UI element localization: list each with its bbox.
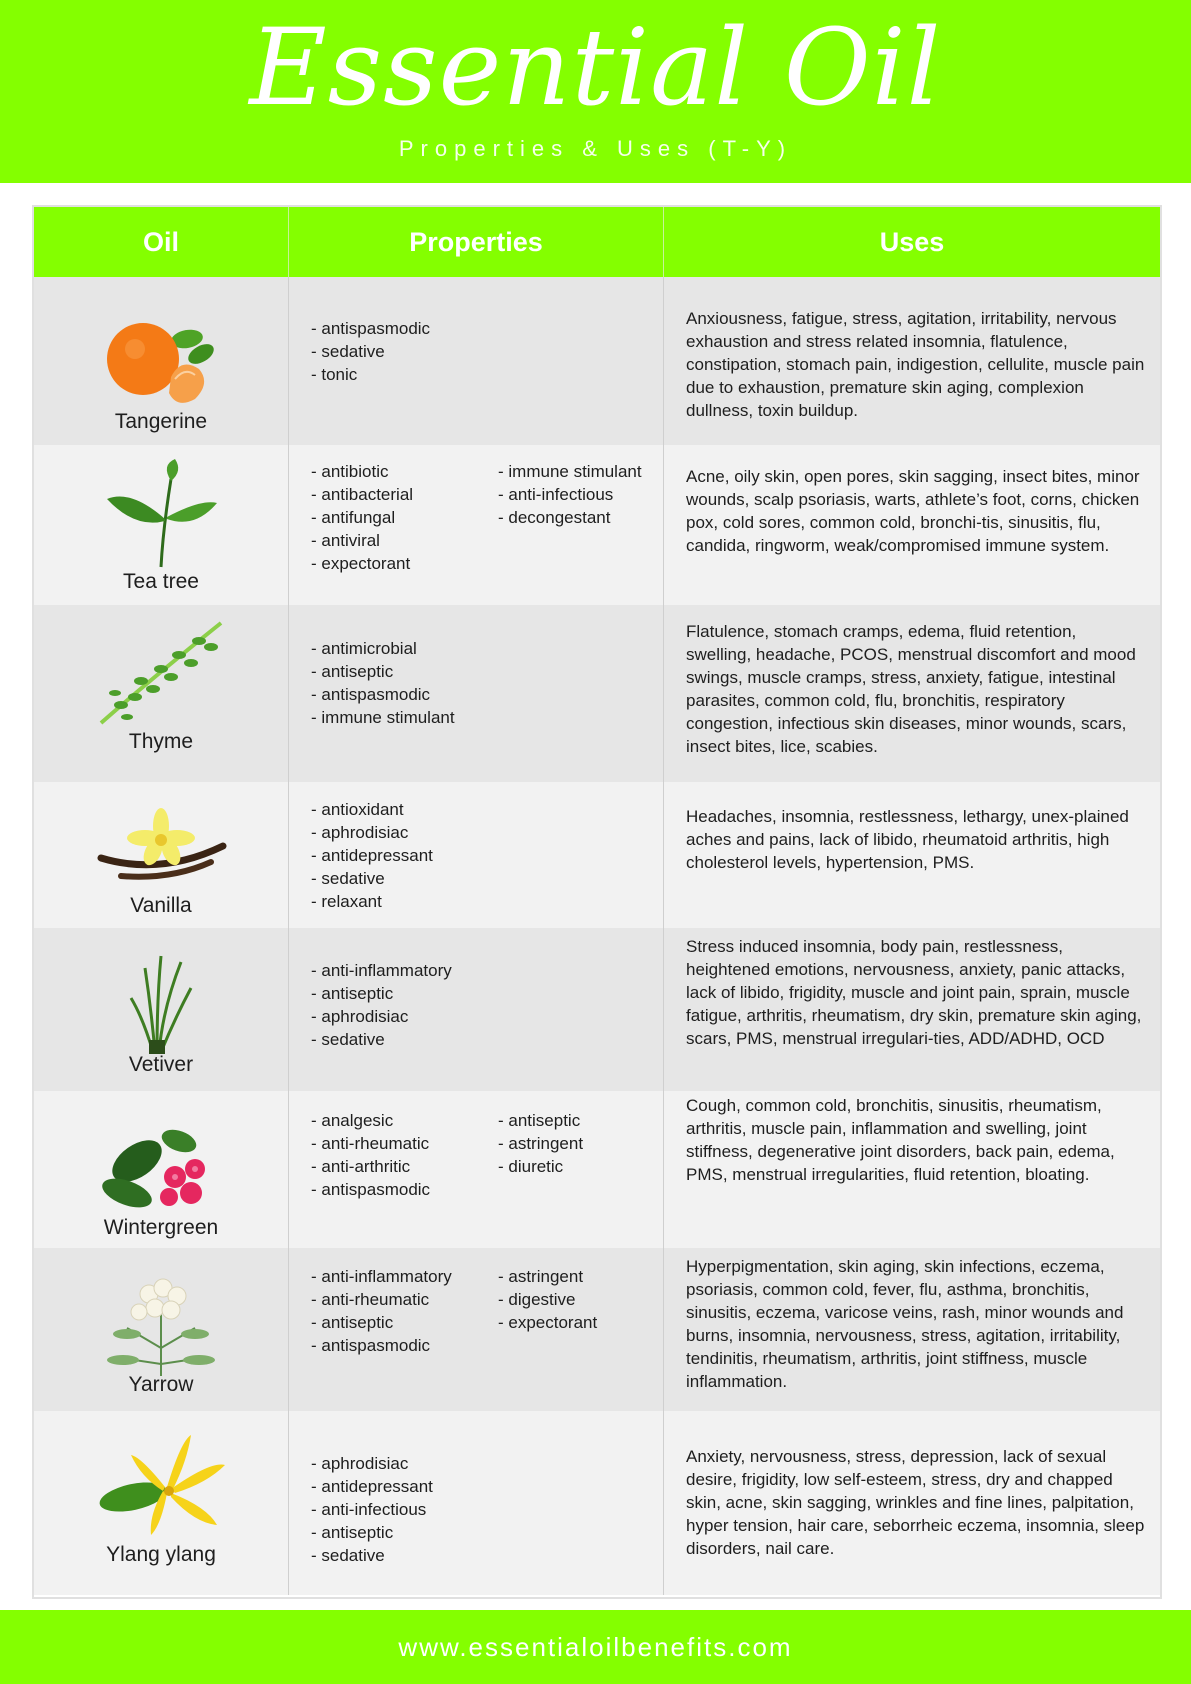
property-item: - expectorant [311,554,411,573]
thyme-icon [91,619,231,729]
property-item: - anti-inflammatory [311,961,452,980]
uses-cell [663,1411,1160,1595]
property-item: - antiviral [311,531,380,550]
oil-cell [34,782,288,928]
property-item: - anti-infectious [498,485,614,504]
properties-list [311,637,455,729]
property-item: - astringent [498,1267,584,1286]
oil-name: Tangerine [114,410,208,433]
properties-cell [288,1091,663,1248]
page-subtitle: Properties & Uses (T-Y) [398,136,793,161]
property-item: - analgesic [311,1111,394,1130]
table-row [34,1091,1160,1248]
properties-cell [288,782,663,928]
oil-cell [34,1248,288,1411]
property-item: - anti-inflammatory [311,1267,452,1286]
property-item: - immune stimulant [311,708,455,727]
property-item: - antispasmodic [311,1180,431,1199]
property-item: - antiseptic [311,984,394,1003]
oil-name: Thyme [128,730,194,753]
uses-cell [663,277,1160,445]
property-item: - anti-arthritic [311,1157,411,1176]
properties-list [311,1109,430,1201]
oil-name: Tea tree [123,570,199,593]
property-item: - anti-rheumatic [311,1290,430,1309]
ylang-ylang-icon [91,1431,231,1541]
uses-cell [663,928,1160,1091]
property-item: - antiseptic [311,1313,394,1332]
uses-text: Acne, oily skin, open pores, skin sagging, insect bites, minor wounds, scalp psoriasis, warts, athlete’s foot, corns, chicken pox, cold sores, common cold, bronchi-tis, sinusitis, flu, candida, ringworm, weak/compromised immune system. [686,467,1140,555]
property-item: - antispasmodic [311,319,431,338]
property-item: - aphrodisiac [311,1007,409,1026]
properties-list [311,1265,452,1357]
properties-list [498,460,642,529]
table-row [34,445,1160,605]
table-row [34,277,1160,445]
property-item: - antibacterial [311,485,414,504]
property-item: - antispasmodic [311,685,431,704]
column-header-oil: Oil [142,227,179,257]
properties-list [311,317,430,386]
oil-name: Wintergreen [103,1216,219,1239]
properties-list [498,1265,597,1334]
properties-list [498,1109,583,1178]
oil-cell [34,1091,288,1248]
property-item: - sedative [311,1546,385,1565]
table-row [34,1411,1160,1595]
uses-text: Cough, common cold, bronchitis, sinusitis, rheumatism, arthritis, muscle pain, inflammation and swelling, joint stiffness, degenerative joint disorders, back pain, edema, PMS, menstrual irregularities, fluid retention, bloating. [686,1096,1115,1184]
tea-tree-icon [91,459,231,569]
uses-text: Hyperpigmentation, skin aging, skin infections, eczema, psoriasis, common cold, fever, flu, asthma, bronchitis, sinusitis, eczema, varicose veins, rash, minor wounds and burns, insomnia, nervousness, stress, agitation, irritability, tendinitis, rheumatism, arthritis, joint stiffness, muscle inflammation. [686,1257,1124,1391]
footer-url[interactable]: www.essentialoilbenefits.com [398,1632,793,1662]
uses-text: Flatulence, stomach cramps, edema, fluid retention, swelling, headache, PCOS, menstrual discomfort and mood swings, muscle cramps, stress, anxiety, fatigue, intestinal parasites, common cold, flu, bronchitis, respiratory congestion, infectious skin diseases, minor wounds, scars, insect bites, lice, scabies. [686,622,1136,756]
properties-cell [288,1411,663,1595]
oil-cell [34,605,288,782]
uses-cell [663,782,1160,928]
property-item: - antiseptic [311,662,394,681]
property-item: - sedative [311,342,385,361]
uses-text: Stress induced insomnia, body pain, restlessness, heightened emotions, nervousness, anxiety, panic attacks, lack of libido, frigidity, muscle and joint pain, sprain, muscle fatigue, arthritis, rheumatism, dry skin, premature skin aging, scars, PMS, menstrual irregulari-ties, ADD/ADHD, OCD [686,937,1142,1048]
property-item: - antiseptic [311,1523,394,1542]
column-header-properties: Properties [288,207,663,277]
oil-cell [34,445,288,605]
table-row [34,782,1160,928]
property-item: - antiseptic [498,1111,581,1130]
oil-name: Ylang ylang [106,1543,216,1566]
uses-cell [663,1091,1160,1248]
properties-cell [288,605,663,782]
property-item: - antifungal [311,508,396,527]
uses-cell [663,1248,1160,1411]
uses-cell [663,605,1160,782]
tangerine-icon [91,299,231,409]
property-item: - decongestant [498,508,611,527]
property-item: - tonic [311,365,358,384]
property-item: - sedative [311,869,385,888]
property-item: - antibiotic [311,462,389,481]
oil-cell [34,277,288,445]
oil-cell [34,1411,288,1595]
oil-cell [34,928,288,1091]
property-item: - sedative [311,1030,385,1049]
properties-cell [288,445,663,605]
property-item: - antidepressant [311,846,433,865]
property-item: - aphrodisiac [311,823,409,842]
property-item: - astringent [498,1134,584,1153]
property-item: - anti-rheumatic [311,1134,430,1153]
page-header [0,0,1191,183]
property-item: - anti-infectious [311,1500,427,1519]
properties-list [311,798,433,913]
column-header-uses: Uses [663,207,1160,277]
properties-cell [288,928,663,1091]
table-row [34,928,1160,1091]
table-row [34,1248,1160,1411]
yarrow-icon [91,1268,231,1378]
oil-name: Vetiver [128,1053,194,1076]
vetiver-icon [91,948,231,1058]
properties-cell [288,1248,663,1411]
table-row [34,605,1160,782]
uses-text: Anxiousness, fatigue, stress, agitation, irritability, nervous exhaustion and stress related insomnia, flatulence, constipation, stomach pain, indigestion, cellulite, muscle pain due to exhaustion, premature skin aging, complexion dullness, toxin buildup. [686,309,1145,420]
oil-table [32,205,1162,1599]
oil-name: Vanilla [130,894,192,917]
property-item: - antidepressant [311,1477,433,1496]
uses-cell [663,445,1160,605]
property-item: - antimicrobial [311,639,417,658]
wintergreen-icon [91,1111,231,1221]
table-header [34,207,1160,277]
property-item: - aphrodisiac [311,1454,409,1473]
property-item: - immune stimulant [498,462,642,481]
uses-text: Headaches, insomnia, restlessness, lethargy, unex-plained aches and pains, lack of libido, rheumatoid arthritis, high cholesterol levels, hypertension, PMS. [686,807,1129,872]
properties-list [311,1452,433,1567]
properties-cell [288,277,663,445]
oil-name: Yarrow [128,1373,194,1396]
property-item: - antioxidant [311,800,404,819]
property-item: - relaxant [311,892,382,911]
property-item: - diuretic [498,1157,564,1176]
property-item: - antispasmodic [311,1336,431,1355]
vanilla-icon [91,796,231,906]
page-footer [0,1610,1191,1684]
properties-list [311,460,413,575]
uses-text: Anxiety, nervousness, stress, depression, lack of sexual desire, frigidity, low self-esteem, stress, dry and chapped skin, acne, skin sagging, wrinkles and fine lines, palpitation, hyper tension, hair care, seborrheic eczema, insomnia, sleep disorders, nail care. [686,1447,1145,1558]
property-item: - expectorant [498,1313,598,1332]
page-title: Essential Oil [249,6,942,129]
property-item: - digestive [498,1290,576,1309]
properties-list [311,959,452,1051]
